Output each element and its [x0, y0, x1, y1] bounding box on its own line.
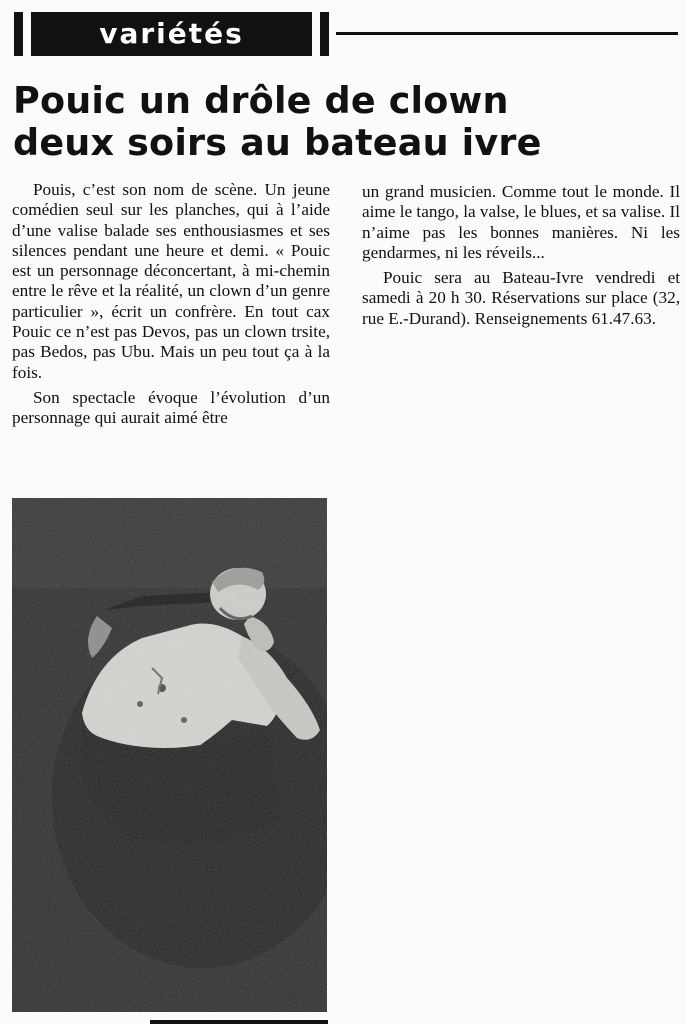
headline-line-1: Pouic un drôle de clown — [13, 79, 509, 122]
rubric-rule — [336, 32, 678, 35]
article-column-left — [12, 180, 330, 429]
article-column-right — [362, 182, 680, 329]
clown-photo — [12, 498, 327, 1012]
rubric-right-bar — [320, 12, 329, 56]
article-paragraph-3: Pouic sera au Bateau-Ivre vendredi et samedi à 20 h 30. Réservations sur place (32, rue E.-Durand). Renseignements 61.47.63. — [362, 268, 680, 328]
footer-rule — [150, 1020, 328, 1024]
headline — [13, 80, 678, 164]
article-paragraph-1: Pouis, c’est son nom de scène. Un jeune comédien seul sur les planches, qui à l’aide d’une valise balade ses enthousiasmes et ses silences pendant une heure et demi. « Pouic est un personnage déconcertant, à mi-chemin entre le rêve et la réalité, un clown d’un genre particulier », écrit un confrère. En tout cax Pouic ce n’est pas Devos, pas un clown trsite, pas Bedos, pas Ubu. Mais un peu tout ça à la fois. — [12, 180, 330, 382]
headline-line-2: deux soirs au bateau ivre — [13, 121, 542, 164]
clown-figure — [12, 498, 327, 1012]
rubric-label: variétés — [31, 12, 312, 56]
rubric-left-bar — [14, 12, 23, 56]
article-paragraph-2-end: un grand musicien. Comme tout le monde. Il aime le tango, la valse, le blues, et sa valise. Il n’aime pas les bonnes manières. Ni les gendarmes, ni les réveils... — [362, 182, 680, 262]
article-paragraph-2-start: Son spectacle évoque l’évolution d’un personnage qui aurait aimé être — [12, 387, 330, 428]
